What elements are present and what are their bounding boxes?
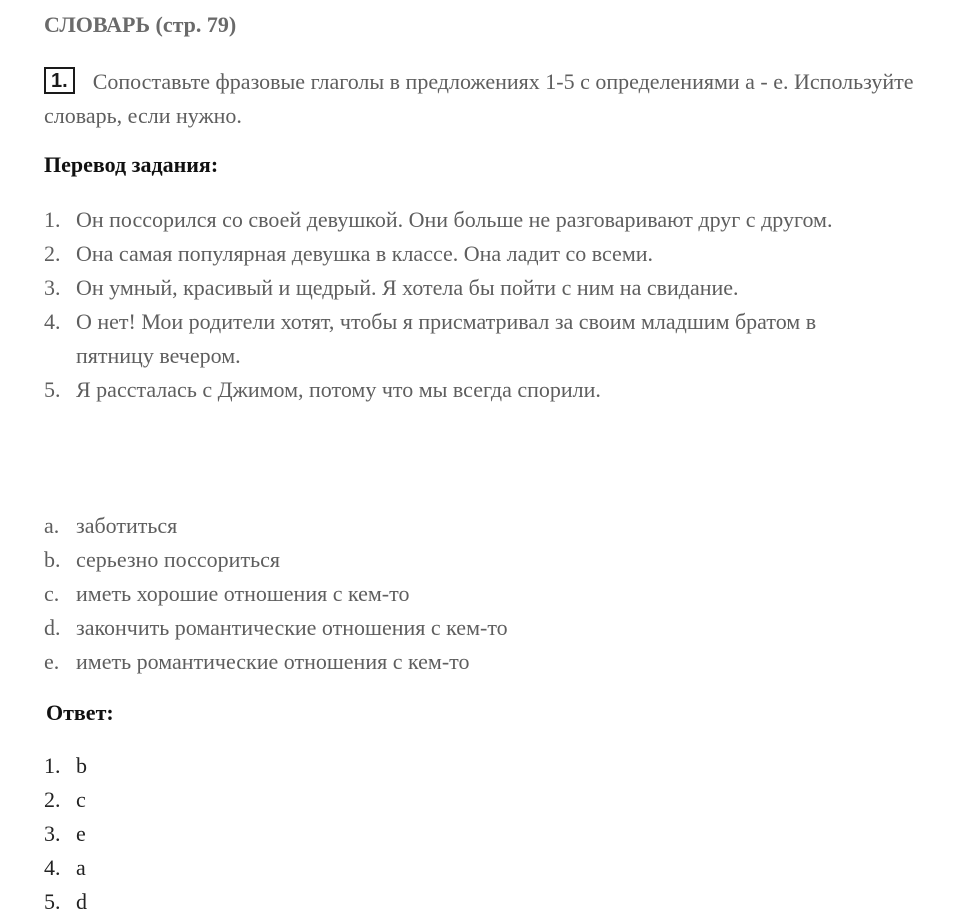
item-text: заботиться (76, 513, 178, 538)
list-item (44, 271, 894, 305)
list-item (44, 203, 894, 237)
item-text: Я рассталась с Джимом, потому что мы всегда спорили. (76, 377, 601, 402)
task-number-badge: 1. (44, 67, 75, 94)
task-text: Сопоставьте фразовые глаголы в предложениях 1-5 с определениями a - e. Используйте словарь, если нужно. (44, 69, 914, 128)
list-item (44, 885, 87, 919)
item-marker: 2. (44, 241, 61, 266)
item-text: иметь романтические отношения с кем-то (76, 649, 470, 674)
definition-list (44, 509, 894, 679)
list-item (44, 851, 87, 885)
item-text: c (76, 787, 86, 812)
item-text: d (76, 889, 87, 914)
section-title: СЛОВАРЬ (стр. 79) (44, 12, 237, 37)
item-marker: 4. (44, 855, 61, 880)
item-text: Он поссорился со своей девушкой. Они больше не разговаривают друг с другом. (76, 207, 833, 232)
answer-heading: Ответ: (46, 700, 114, 725)
item-marker: 3. (44, 275, 61, 300)
list-item (44, 305, 894, 373)
list-item (44, 817, 87, 851)
translation-heading: Перевод задания: (44, 152, 219, 177)
item-text: a (76, 855, 86, 880)
item-marker: 1. (44, 207, 61, 232)
item-text: e (76, 821, 86, 846)
list-item (44, 237, 894, 271)
list-item (44, 543, 894, 577)
list-item (44, 577, 894, 611)
item-marker: c. (44, 581, 60, 606)
item-text: b (76, 753, 87, 778)
sentence-list (44, 203, 894, 407)
item-marker: 3. (44, 821, 61, 846)
list-item (44, 749, 87, 783)
item-marker: a. (44, 513, 60, 538)
list-item (44, 783, 87, 817)
list-item (44, 373, 894, 407)
item-marker: 5. (44, 377, 61, 402)
item-marker: d. (44, 615, 61, 640)
list-item (44, 509, 894, 543)
list-item (44, 645, 894, 679)
item-text: Он умный, красивый и щедрый. Я хотела бы пойти с ним на свидание. (76, 275, 739, 300)
answer-list (44, 749, 87, 919)
item-text: закончить романтические отношения с кем-то (76, 615, 508, 640)
item-text: иметь хорошие отношения с кем-то (76, 581, 410, 606)
item-text: О нет! Мои родители хотят, чтобы я присматривал за своим младшим братом в пятницу вечером. (76, 309, 817, 368)
item-text: серьезно поссориться (76, 547, 280, 572)
item-marker: b. (44, 547, 61, 572)
task-instruction (44, 65, 924, 133)
item-text: Она самая популярная девушка в классе. Она ладит со всеми. (76, 241, 654, 266)
item-marker: 1. (44, 753, 61, 778)
item-marker: 5. (44, 889, 61, 914)
item-marker: e. (44, 649, 60, 674)
item-marker: 2. (44, 787, 61, 812)
list-item (44, 611, 894, 645)
item-marker: 4. (44, 309, 61, 334)
